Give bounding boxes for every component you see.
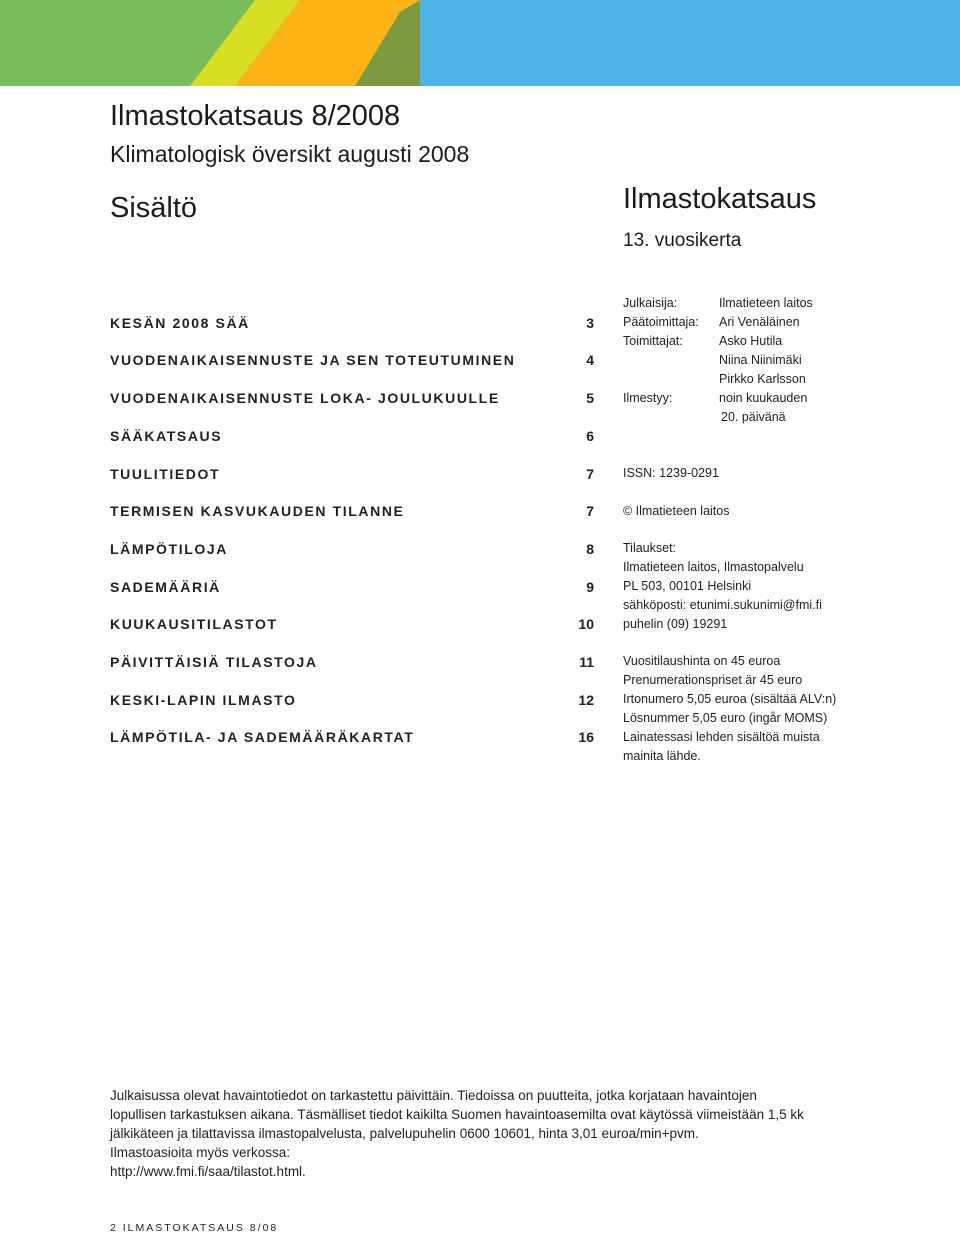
toc-entry-title: KESÄN 2008 SÄÄ [110,315,250,331]
toc-entry-title: LÄMPÖTILOJA [110,541,228,557]
notice-line: lopullisen tarkastuksen aikana. Täsmälliset tiedot kaikilta Suomen havaintoasemilta ovat käytössä viimeistään 1,5 kk [110,1107,804,1122]
citation-note: Lainatessasi lehden sisältöä muista [623,730,820,744]
appears-value: 20. päivänä [721,410,786,424]
editor-in-chief-value: Ari Venäläinen [719,315,800,329]
citation-note: mainita lähde. [623,749,701,763]
toc-entry-page: 7 [586,466,594,482]
toc-entry-title: TUULITIEDOT [110,466,221,482]
toc-entry[interactable] [110,503,594,523]
orders-line: Tilaukset: [623,541,677,555]
toc-entry[interactable] [110,616,594,636]
toc-entry[interactable] [110,466,594,486]
appears-value: noin kuukauden [719,391,808,405]
toc-entry-page: 12 [578,692,594,708]
toc-entry-page: 8 [586,541,594,557]
toc-entry[interactable] [110,579,594,599]
toc-entry-title: PÄIVITTÄISIÄ TILASTOJA [110,654,318,670]
editor-name: Pirkko Karlsson [719,372,806,386]
toc-entry-page: 9 [586,579,594,595]
toc-entry-title: KUUKAUSITILASTOT [110,616,278,632]
toc-entry-page: 5 [586,390,594,406]
toc-entry-title: KESKI-LAPIN ILMASTO [110,692,297,708]
toc-entry-title: VUODENAIKAISENNUSTE JA SEN TOTEUTUMINEN [110,352,516,368]
publisher-value: Ilmatieteen laitos [719,296,813,310]
contents-heading: Sisältö [110,192,198,224]
toc-entry-page: 11 [579,654,594,670]
price-line: Lösnummer 5,05 euro (ingår MOMS) [623,711,828,725]
orders-email: sähköposti: etunimi.sukunimi@fmi.fi [623,598,822,612]
copyright: © Ilmatieteen laitos [623,504,730,518]
publication-volume: 13. vuosikerta [623,230,742,251]
notice-line: jälkikäteen ja tilattavissa ilmastopalvelusta, palvelupuhelin 0600 10601, hinta 3,01 euroa/min+pvm. [110,1126,699,1141]
notice-line: Julkaisussa olevat havaintotiedot on tarkastettu päivittäin. Tiedoissa on puutteita, jotka korjataan havaintojen [110,1088,757,1103]
toc-entry-title: VUODENAIKAISENNUSTE LOKA- JOULUKUULLE [110,390,500,406]
orders-line: Ilmatieteen laitos, Ilmastopalvelu [623,560,804,574]
header-color-banner [0,0,960,86]
toc-entry-title: LÄMPÖTILA- JA SADEMÄÄRÄKARTAT [110,729,415,745]
orders-line: PL 503, 00101 Helsinki [623,579,752,593]
toc-entry[interactable] [110,654,594,674]
toc-entry[interactable] [110,352,594,372]
toc-entry-title: TERMISEN KASVUKAUDEN TILANNE [110,503,405,519]
issn: ISSN: 1239-0291 [623,466,719,480]
toc-entry[interactable] [110,315,594,335]
toc-entry-title: SADEMÄÄRIÄ [110,579,221,595]
toc-entry[interactable] [110,428,594,448]
data-notice [110,1086,870,1181]
price-line: Vuositilaushinta on 45 euroa [623,654,781,668]
report-title: Ilmastokatsaus 8/2008 [110,100,401,132]
notice-line: Ilmastoasioita myös verkossa: [110,1145,291,1160]
editors-label: Toimittajat: [623,334,683,348]
toc-entry-title: SÄÄKATSAUS [110,428,223,444]
report-subtitle: Klimatologisk översikt augusti 2008 [110,141,470,167]
banner-graphic [0,0,960,86]
editor-name: Asko Hutila [719,334,783,348]
toc-entry[interactable] [110,729,594,749]
toc-entry-page: 3 [586,315,594,331]
price-line: Prenumerationspriset är 45 euro [623,673,803,687]
toc-entry[interactable] [110,541,594,561]
toc-entry[interactable] [110,390,594,410]
toc-entry-page: 4 [586,352,594,368]
editor-name: Niina Niinimäki [719,353,802,367]
publisher-label: Julkaisija: [623,296,678,310]
appears-label: Ilmestyy: [623,391,673,405]
toc-entry[interactable] [110,692,594,712]
website-link[interactable]: http://www.fmi.fi/saa/tilastot.html. [110,1164,306,1179]
toc-entry-page: 7 [586,503,594,519]
publication-name: Ilmastokatsaus [623,183,817,215]
toc-entry-page: 16 [578,729,594,745]
page-footer: 2 ILMASTOKATSAUS 8/08 [110,1222,279,1234]
price-line: Irtonumero 5,05 euroa (sisältää ALV:n) [623,692,837,706]
orders-phone: puhelin (09) 19291 [623,617,728,631]
editor-in-chief-label: Päätoimittaja: [623,315,699,329]
toc-entry-page: 6 [586,428,594,444]
toc-entry-page: 10 [578,616,594,632]
